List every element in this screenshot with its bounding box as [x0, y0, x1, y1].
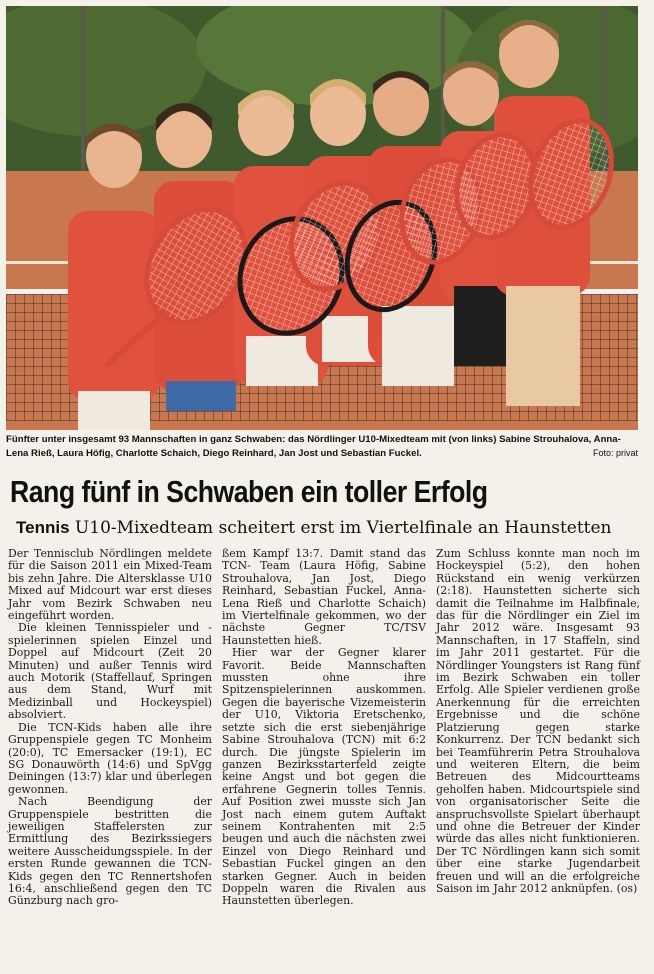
photo-caption [6, 433, 638, 460]
article-column-3 [436, 548, 640, 968]
paragraph: Hier war der Gegner klarer Favorit. Beide Mannschaften mussten ohne ihre Spitzenspielerinnen auskommen. Gegen die bayerische Vizemeisterin der U10, Viktoria Eretschenko, setzte sich die erst siebenjährige Sabine Strouhalova (TCN) mit 6:2 durch. Die jüngste Spielerin im ganzen Bezirksstarterfeld zeigte keine Angst und bot gegen die erfahrene Gegnerin tolles Tennis. Auf Position zwei musste sich Jan Jost nach einem gutem Auftakt seinem Kontrahenten mit 2:5 beugen und auch die nächsten zwei Einzel von Diego Reinhard und Sebastian Fuckel gingen an den starken Gegner. Auch in beiden Doppeln waren die Rivalen aus Haunstetten überlegen. [222, 646, 426, 908]
paragraph: Die kleinen Tennisspieler und -spielerinnen spielen Einzel und Doppel auf Midcourt (Zeit 20 Minuten) und außer Tennis wird auch Motorik (Staffellauf, Springen aus dem Stand, Wurf mit Medizinball und Hockeyspiel) absolviert. [8, 621, 212, 722]
section-kicker: Tennis [16, 518, 70, 537]
article-body [8, 548, 640, 968]
paragraph: Zum Schluss konnte man noch im Hockeyspiel (5:2), den hohen Rückstand ein wenig verkürzen (2:18). Haunstetten sicherte sich damit die Teilnahme im Halbfinale, das für die Nördlinger ein Ziel im Jahr 2012 wäre. Insgesamt 93 Mannschaften, in 17 Staffeln, sind im Jahr 2011 gestartet. Für die Nördlinger Youngsters ist Rang fünf im Bezirk Schwaben ein toller Erfolg. Alle Spieler verdienen große Anerkennung für die erreichten Ergebnisse und die schöne Platzierung gegen starke Konkurrenz. Der TCN bedankt sich bei Teamführerin Petra Strouhalova und weiteren Eltern, die beim Betreuen des Midcourtteams geholfen haben. Midcourtspiele sind von organisatorischer Seite die anspruchsvollste Spielart überhaupt und ohne die Betreuer der Kinder würde das alles nicht funktionieren. Der TC Nördlingen kann sich somit über eine starke Jugendarbeit freuen und will an die erfolgreiche Saison im Jahr 2012 anknüpfen. (os) [436, 547, 640, 895]
subheadline-text: U10-Mixedteam scheitert erst im Viertelfinale an Haunstetten [69, 518, 612, 538]
paragraph: Der Tennisclub Nördlingen meldete für die Saison 2011 ein Mixed-Team bis zehn Jahre. Die Altersklasse U10 Mixed auf Midcourt war erst dieses Jahr vom Bezirk Schwaben neu eingeführt worden. [8, 547, 212, 623]
paragraph: Nach Beendigung der Gruppenspiele bestritten die jeweiligen Staffelersten zur Ermittlung des Bezirkssiegers weitere Ausscheidungsspiele. In der ersten Runde gewannen die TCN-Kids gegen den TC Rennertshofen 16:4, anschließend gegen den TC Günzburg nach gro- [8, 795, 212, 908]
caption-text: Fünfter unter insgesamt 93 Mannschaften in ganz Schwaben: das Nördlinger U10-Mixedteam mit (von links) Sabine Strouhalova, Anna-Lena Rieß, Laura Höfig, Charlotte Schaich, Diego Reinhard, Jan Jost und Sebastian Fuckel. [6, 434, 621, 459]
article-column-1 [8, 548, 212, 968]
headline: Rang fünf in Schwaben ein toller Erfolg [10, 474, 488, 509]
team-photo [6, 6, 638, 430]
paragraph: ßem Kampf 13:7. Damit stand das TCN- Team (Laura Höfig, Sabine Strouhalova, Jan Jost, Diego Reinhard, Sebastian Fuckel, Anna-Lena Rieß und Charlotte Schaich) im Viertelfinale gekommen, wo der nächste Gegner TC/TSV Haunstetten hieß. [222, 547, 426, 647]
paragraph: Die TCN-Kids haben alle ihre Gruppenspiele gegen TC Monheim (20:0), TC Emersacker (19:1), EC SG Donauwörth (14:6) und SpVgg Deiningen (13:7) klar und überlegen gewonnen. [8, 720, 212, 796]
photo-credit: Foto: privat [592, 447, 638, 458]
subheadline [16, 518, 646, 538]
team-photo-illustration [6, 6, 638, 430]
article-column-2 [222, 548, 426, 968]
